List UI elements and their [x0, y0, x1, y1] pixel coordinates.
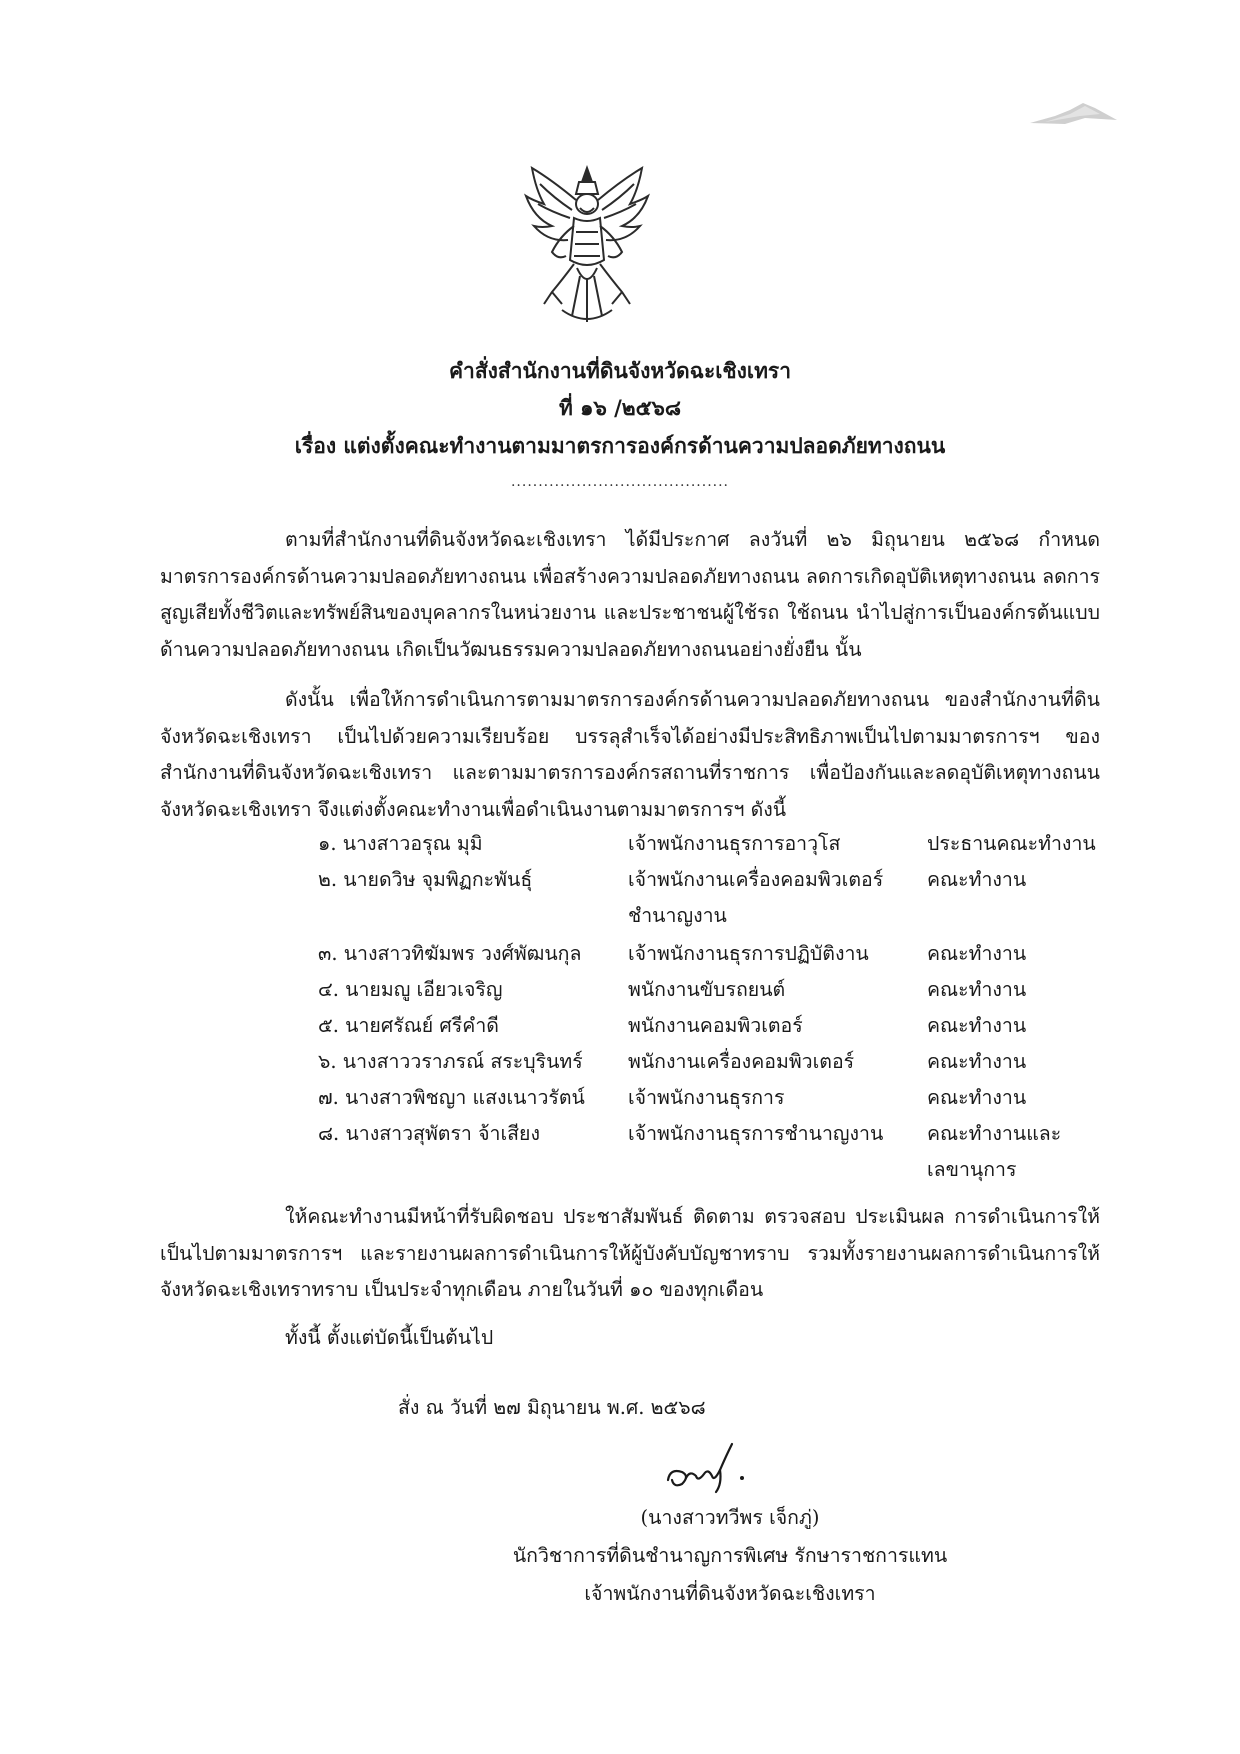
order-date: สั่ง ณ วันที่ ๒๗ มิถุนายน พ.ศ. ๒๕๖๘ — [398, 1396, 706, 1419]
paragraph-duties: ให้คณะทำงานมีหน้าที่รับผิดชอบ ประชาสัมพันธ์ ติดตาม ตรวจสอบ ประเมินผล การดำเนินการให้เป็นไปตามมาตรการฯ และรายงานผลการดำเนินการให้ผู้บังคับบัญชาทราบ รวมทั้งรายงานผลการดำเนินการให้จังหวัดฉะเชิงเทราทราบ เป็นประจำทุกเดือน ภายในวันที่ ๑๐ ของทุกเดือน — [160, 1205, 1100, 1301]
member-position: พนักงานขับรถยนต์ — [628, 978, 786, 1001]
signatory-office: เจ้าพนักงานที่ดินจังหวัดฉะเชิงเทรา — [584, 1582, 876, 1605]
member-name: ๑. นางสาวอรุณ มุมิ — [318, 832, 483, 855]
member-role: คณะทำงาน — [927, 1086, 1027, 1109]
member-role: ประธานคณะทำงาน — [927, 832, 1096, 855]
order-number: ที่ ๑๖ /๒๕๖๘ — [558, 395, 682, 420]
member-role: คณะทำงานและ เลขานุการ — [927, 1122, 1062, 1181]
header-separator: ........................................ — [510, 474, 729, 490]
member-position: เจ้าพนักงานเครื่องคอมพิวเตอร์ ชำนาญงาน — [628, 868, 884, 927]
member-position: เจ้าพนักงานธุรการอาวุโส — [628, 832, 841, 855]
paragraph-background: ตามที่สำนักงานที่ดินจังหวัดฉะเชิงเทรา ได้มีประกาศ ลงวันที่ ๒๖ มิถุนายน ๒๕๖๘ กำหนดมาตรการองค์กรด้านความปลอดภัยทางถนน เพื่อสร้างความปลอดภัยทางถนน ลดการเกิดอุบัติเหตุทางถนน ลดการสูญเสียทั้งชีวิตและทรัพย์สินของบุคลากรในหน่วยงาน และประชาชนผู้ใช้รถ ใช้ถนน นำไปสู่การเป็นองค์กรต้นแบบด้านความปลอดภัยทางถนน เกิดเป็นวัฒนธรรมความปลอดภัยทางถนนอย่างยั่งยืน นั้น — [160, 528, 1100, 661]
member-role: คณะทำงาน — [927, 868, 1027, 891]
effective-clause: ทั้งนี้ ตั้งแต่บัดนี้เป็นต้นไป — [285, 1326, 494, 1349]
member-role: คณะทำงาน — [927, 978, 1027, 1001]
order-subject: เรื่อง แต่งตั้งคณะทำงานตามมาตรการองค์กรด้านความปลอดภัยทางถนน — [294, 433, 946, 458]
member-role: คณะทำงาน — [927, 942, 1027, 965]
member-name: ๓. นางสาวทิฆัมพร วงศ์พัฒนกุล — [318, 942, 582, 965]
order-title: คำสั่งสำนักงานที่ดินจังหวัดฉะเชิงเทรา — [448, 358, 792, 383]
member-name: ๗. นางสาวพิชญา แสงเนาวรัตน์ — [318, 1086, 585, 1109]
member-position: เจ้าพนักงานธุรการปฏิบัติงาน — [628, 942, 869, 965]
member-position: เจ้าพนักงานธุรการชำนาญงาน — [628, 1122, 884, 1145]
member-role: คณะทำงาน — [927, 1050, 1027, 1073]
member-name: ๔. นายมญู เอียวเจริญ — [318, 978, 503, 1001]
garuda-emblem-icon — [522, 160, 652, 330]
member-name: ๒. นายดวิษ จุมพิฏกะพันธุ์ — [318, 868, 533, 891]
signatory-title: นักวิชาการที่ดินชำนาญการพิเศษ รักษาราชการแทน — [512, 1544, 948, 1567]
member-position: พนักงานคอมพิวเตอร์ — [628, 1014, 803, 1037]
signatory-name: (นางสาวทวีพร เจ็กภู่) — [640, 1506, 820, 1529]
member-name: ๖. นางสาววราภรณ์ สระบุรินทร์ — [318, 1050, 583, 1073]
member-position: เจ้าพนักงานธุรการ — [628, 1086, 785, 1109]
scan-smudge — [1025, 98, 1125, 138]
member-name: ๕. นายศรัณย์ ศรีคำดี — [318, 1014, 499, 1037]
paragraph-appointment: ดังนั้น เพื่อให้การดำเนินการตามมาตรการองค์กรด้านความปลอดภัยทางถนน ของสำนักงานที่ดินจังหวัดฉะเชิงเทรา เป็นไปด้วยความเรียบร้อย บรรลุสำเร็จได้อย่างมีประสิทธิภาพเป็นไปตามมาตรการฯ ของสำนักงานที่ดินจังหวัดฉะเชิงเทรา และตามมาตรการองค์กรสถานที่ราชการ เพื่อป้องกันและลดอุบัติเหตุทางถนนจังหวัดฉะเชิงเทรา จึงแต่งตั้งคณะทำงานเพื่อดำเนินงานตามมาตรการฯ ดังนี้ — [160, 688, 1100, 821]
member-name: ๘. นางสาวสุพัตรา จ้าเสียง — [318, 1122, 540, 1145]
member-position: พนักงานเครื่องคอมพิวเตอร์ — [628, 1050, 855, 1073]
signature-icon — [660, 1440, 770, 1500]
member-role: คณะทำงาน — [927, 1014, 1027, 1037]
